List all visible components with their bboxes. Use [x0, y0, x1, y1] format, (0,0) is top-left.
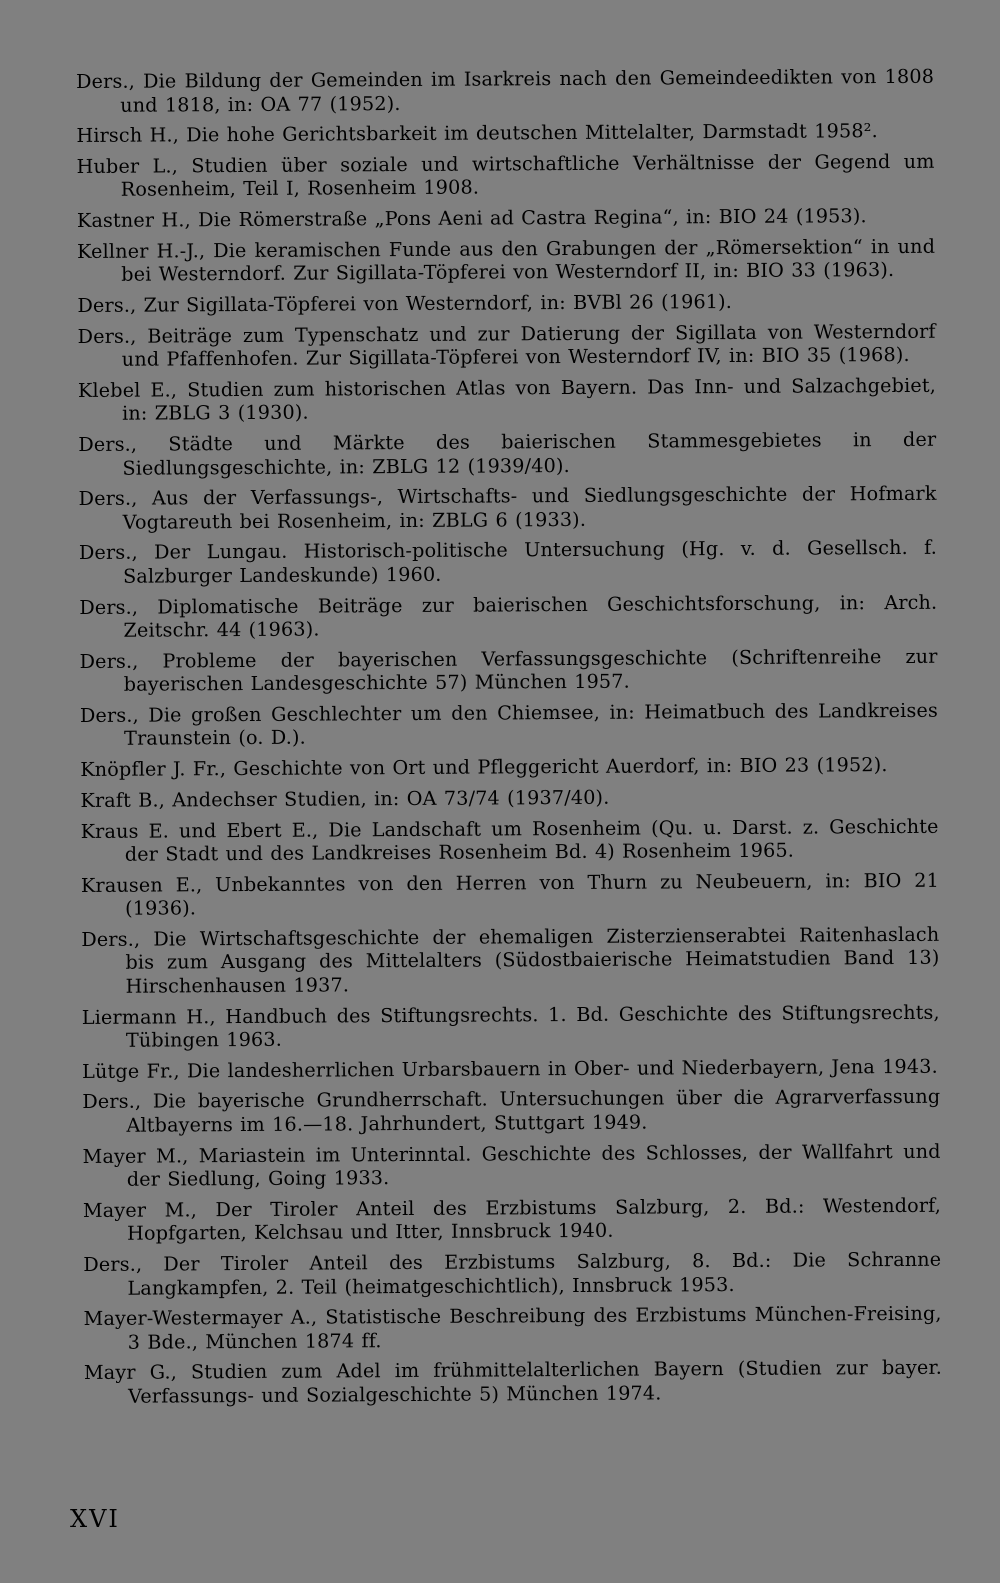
bibliography-entry: Klebel E., Studien zum historischen Atlas von Bayern. Das Inn- und Salzachgebiet, in: ZBLG 3 (1930).	[77, 373, 937, 426]
page-number: XVI	[70, 1505, 120, 1533]
bibliography-entry: Ders., Die bayerische Grundherrschaft. Untersuchungen über die Agrarverfassung Altbayerns im 16.—18. Jahrhundert, Stuttgart 1949.	[82, 1085, 941, 1137]
bibliography-entry: Mayer-Westermayer A., Statistische Beschreibung des Erzbistums München-Freising, 3 Bde., München 1874 ff.	[83, 1301, 942, 1354]
bibliography-entry: Mayr G., Studien zum Adel im frühmittelalterlichen Bayern (Studien zur bayer. Verfassungs- und Sozialgeschichte 5) München 1974.	[83, 1356, 943, 1408]
bibliography-entry: Ders., Der Tiroler Anteil des Erzbistums Salzburg, 8. Bd.: Die Schranne Langkampfen, 2. Teil (heimatgeschichtlich), Innsbruck 1953.	[83, 1247, 942, 1300]
bibliography-entry: Hirsch H., Die hohe Gerichtsbarkeit im deutschen Mittelalter, Darmstadt 1958².	[76, 119, 878, 148]
bibliography-entry: Lütge Fr., Die landesherrlichen Urbarsbauern in Ober- und Niederbayern, Jena 1943.	[82, 1054, 938, 1083]
bibliography-entry: Ders., Aus der Verfassungs-, Wirtschafts- und Siedlungsgeschichte der Hofmark Vogtareuth bei Rosenheim, in: ZBLG 6 (1933).	[78, 481, 937, 534]
bibliography-entry: Kraft B., Andechser Studien, in: OA 73/74 (1937/40).	[80, 785, 610, 812]
bibliography-entry: Ders., Die Bildung der Gemeinden im Isarkreis nach den Gemeindeedikten von 1808 und 1818, in: OA 77 (1952).	[76, 64, 935, 117]
bibliography-entry: Ders., Die Wirtschaftsgeschichte der ehemaligen Zisterzienserabtei Raitenhaslach bis zum Ausgang des Mittelalters (Südostbaierische Heimatstudien Band 13) Hirschenhausen 1937.	[81, 922, 940, 998]
bibliography-entry: Ders., Diplomatische Beiträge zur baierischen Geschichtsforschung, in: Arch. Zeitschr. 44 (1963).	[79, 590, 938, 642]
bibliography-list	[76, 65, 942, 1416]
bibliography-entry: Ders., Beiträge zum Typenschatz und zur Datierung der Sigillata von Westerndorf und Pfaffenhofen. Zur Sigillata-Töpferei von Westerndorf IV, in: BIO 35 (1968).	[77, 319, 936, 371]
bibliography-entry: Ders., Die großen Geschlechter um den Chiemsee, in: Heimatbuch des Landkreises Traunstein (o. D.).	[79, 698, 938, 751]
bibliography-entry: Mayer M., Der Tiroler Anteil des Erzbistums Salzburg, 2. Bd.: Westendorf, Hopfgarten, Kelchsau und Itter, Innsbruck 1940.	[82, 1193, 942, 1246]
bibliography-entry: Ders., Probleme der bayerischen Verfassungsgeschichte (Schriftenreihe zur bayerischen Landesgeschichte 57) München 1957.	[79, 644, 938, 696]
bibliography-entry: Ders., Zur Sigillata-Töpferei von Westerndorf, in: BVBl 26 (1961).	[77, 289, 733, 317]
bibliography-entry: Liermann H., Handbuch des Stiftungsrechts. 1. Bd. Geschichte des Stiftungsrechts, Tübingen 1963.	[81, 1000, 940, 1052]
bibliography-entry: Kastner H., Die Römerstraße „Pons Aeni ad Castra Regina“, in: BIO 24 (1953).	[76, 204, 867, 233]
bibliography-entry: Mayer M., Mariastein im Unterinntal. Geschichte des Schlosses, der Wallfahrt und der Siedlung, Going 1933.	[82, 1139, 941, 1191]
bibliography-entry: Ders., Der Lungau. Historisch-politische Untersuchung (Hg. v. d. Gesellsch. f. Salzburger Landeskunde) 1960.	[78, 536, 938, 588]
bibliography-entry: Huber L., Studien über soziale und wirtschaftliche Verhältnisse der Gegend um Rosenheim, Teil I, Rosenheim 1908.	[76, 149, 935, 202]
bibliography-entry: Kraus E. und Ebert E., Die Landschaft um Rosenheim (Qu. u. Darst. z. Geschichte der Stadt und des Landkreises Rosenheim Bd. 4) Rosenheim 1965.	[80, 814, 939, 866]
bibliography-entry: Knöpfler J. Fr., Geschichte von Ort und Pfleggericht Auerdorf, in: BIO 23 (1952).	[80, 753, 888, 782]
bibliography-entry: Kellner H.-J., Die keramischen Funde aus den Grabungen der „Römersektion“ in und bei Westerndorf. Zur Sigillata-Töpferei von Westerndorf II, in: BIO 33 (1963).	[77, 234, 936, 286]
bibliography-entry: Krausen E., Unbekanntes von den Herren von Thurn zu Neubeuern, in: BIO 21 (1936).	[80, 868, 940, 920]
bibliography-entry: Ders., Städte und Märkte des baierischen Stammesgebietes in der Siedlungsgeschichte, in: ZBLG 12 (1939/40).	[78, 427, 937, 480]
